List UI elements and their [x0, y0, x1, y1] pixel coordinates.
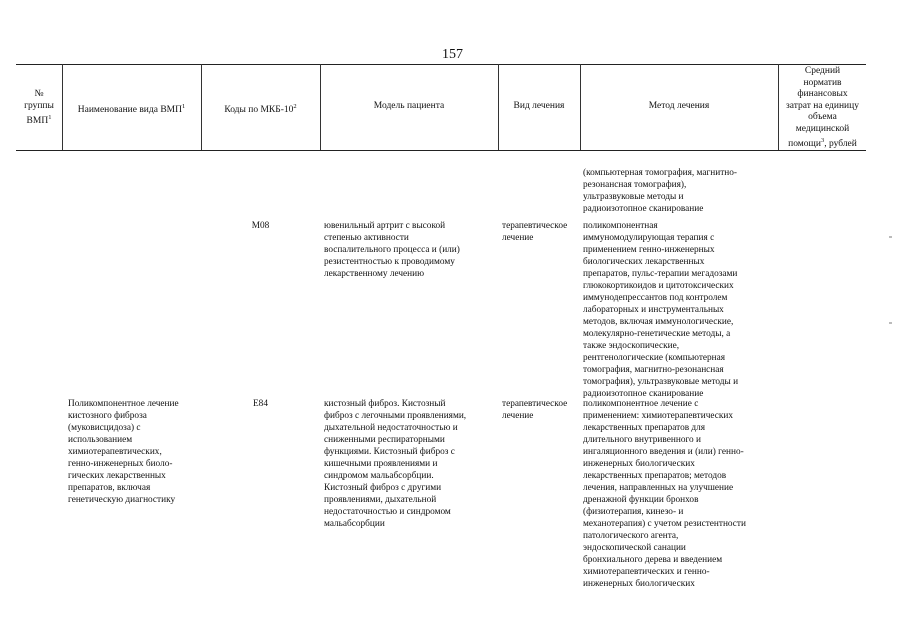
row-e84-model: кистозный фиброз. Кистозный фиброз с легочными проявлениями, дыхательной недостаточностью и сниженными респираторными функциями. Кистозный фиброз с кишечными проявлениями и синдромом мальабсорбции. Кистозный фиброз с другими проявлениями, дыхательной недостаточностью и синдромом мальабсорбции	[324, 399, 467, 529]
row-m08-code: М08	[251, 221, 270, 231]
page-number: 157	[442, 47, 463, 62]
header-bottom-rule	[16, 150, 866, 151]
row-e84-name: Поликомпонентное лечение кистозного фиброза (муковисцидоза) с использованием химиотерапевтических, генно-инженерных биоло- гических лекарственных препаратов, включая генетическую диагностику	[68, 399, 179, 505]
row-e84-method: поликомпонентное лечение с применением: химиотерапевтических лекарственных препаратов для длительного внутривенного и ингаляционного введения и (или) генно- инженерных биологических лекарственных препаратов; методов лечения, направленных на улучшение дренажной функции бронхов (физиотерапия, кинезо- и механотерапия) с учетом резистентности патологического агента, эндоскопической санации бронхиального дерева и введением химиотерапевтических и генно- инженерных биологических	[583, 399, 746, 589]
header-treatment-method: Метод лечения	[648, 101, 710, 111]
header-group-no: № группы ВМП$^1$	[24, 89, 54, 127]
row-continued-method: (компьютерная томография, магнитно- резонансная томография), ультразвуковые методы и радиоизотопное сканирование	[583, 168, 738, 214]
header-top-rule	[16, 64, 866, 65]
header-treatment-type: Вид лечения	[513, 101, 565, 111]
row-m08-type: терапевтическое лечение	[502, 221, 568, 243]
scan-speck	[889, 236, 892, 238]
header-vmp-name: Наименование вида ВМП$^1$	[77, 103, 186, 116]
header-avg-norm: Средний норматив финансовых затрат на единицу объема медицинской помощи$^3$, рублей	[786, 66, 859, 150]
row-m08-model: ювенильный артрит с высокой степенью активности воспалительного процесса и (или) резистентностью к проводимому лекарственному лечению	[324, 221, 460, 279]
scan-speck	[889, 322, 892, 324]
header-patient-model: Модель пациента	[373, 101, 445, 111]
row-e84-code: Е84	[253, 399, 268, 409]
row-e84-type: терапевтическое лечение	[502, 399, 568, 421]
header-icd-codes: Коды по МКБ-$10^2$	[224, 103, 297, 116]
row-m08-method: поликомпонентная иммуномодулирующая терапия с применением генно-инженерных биологических лекарственных препаратов, пульс-терапии мегадозами глюкокортикоидов и цитотоксических иммунодепрессантов под контролем лабораторных и инструментальных методов, включая иммунологические, молекулярно-генетические методы, а также эндоскопические, рентгенологические (компьютерная томография, магнитно-резонансная томография), ультразвуковые методы и радиоизотопное сканирование	[583, 221, 739, 399]
